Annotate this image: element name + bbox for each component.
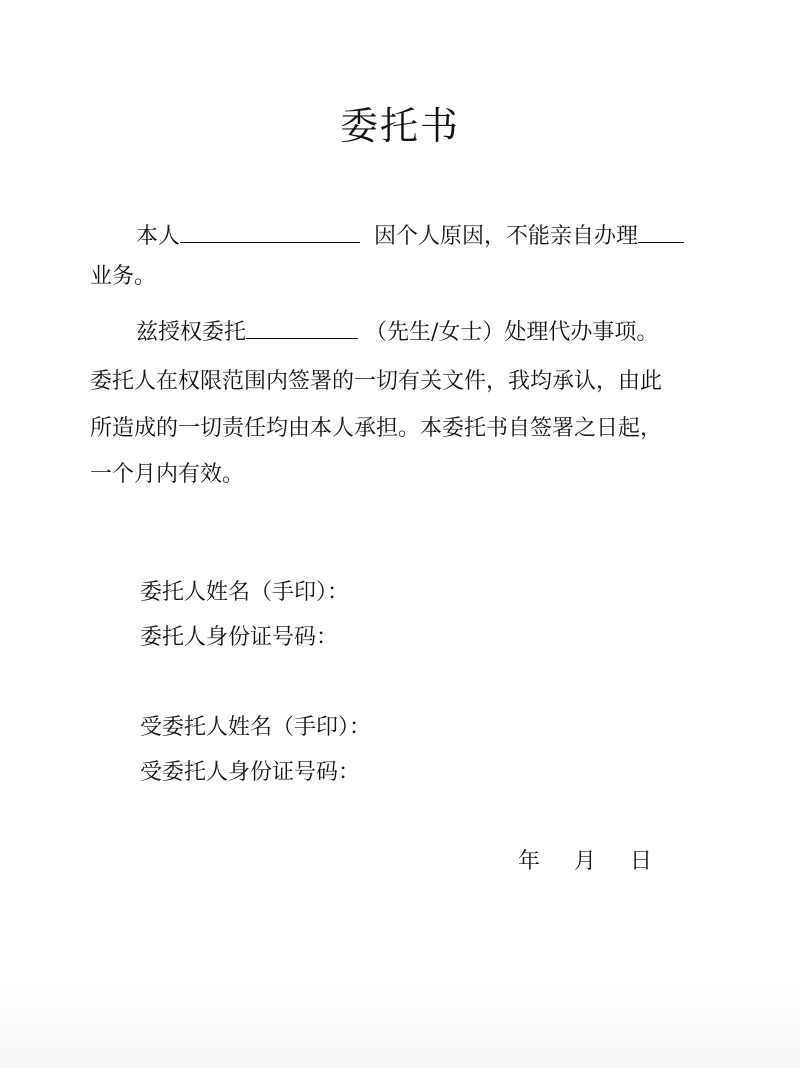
para1-prefix: 本人 bbox=[136, 224, 181, 249]
date-day: 日 bbox=[630, 849, 653, 874]
principal-name-label: 委托人姓名（手印）： bbox=[140, 580, 350, 605]
agent-id-label: 受委托人身份证号码： bbox=[140, 760, 361, 785]
date-year: 年 bbox=[518, 849, 541, 874]
agent-name-label: 受委托人姓名（手印）： bbox=[140, 715, 372, 740]
paragraph-1-line-1 bbox=[136, 220, 684, 253]
business-blank bbox=[638, 220, 684, 243]
principal-id-label: 委托人身份证号码： bbox=[140, 625, 339, 650]
para2-suffix: （先生/女士）处理代办事项。 bbox=[365, 320, 659, 345]
paragraph-2-line-3: 所造成的一切责任均由本人承担。本委托书自签署之日起， bbox=[90, 416, 663, 441]
date-line bbox=[518, 846, 652, 878]
date-month: 月 bbox=[574, 849, 597, 874]
para1-continuation: 业务。 bbox=[90, 264, 157, 289]
agent-name-blank bbox=[246, 316, 358, 339]
para2-prefix: 兹授权委托 bbox=[136, 320, 247, 345]
para1-middle: 因个人原因，不能亲自办理 bbox=[374, 224, 639, 249]
principal-name-blank bbox=[180, 220, 360, 243]
paragraph-2-line-2: 委托人在权限范围内签署的一切有关文件，我均承认，由此 bbox=[90, 369, 663, 394]
paragraph-2-line-1 bbox=[136, 316, 658, 349]
paragraph-1-line-2 bbox=[90, 261, 156, 293]
paragraph-2-line-4: 一个月内有效。 bbox=[90, 462, 245, 487]
document-title: 委托书 bbox=[339, 104, 460, 148]
